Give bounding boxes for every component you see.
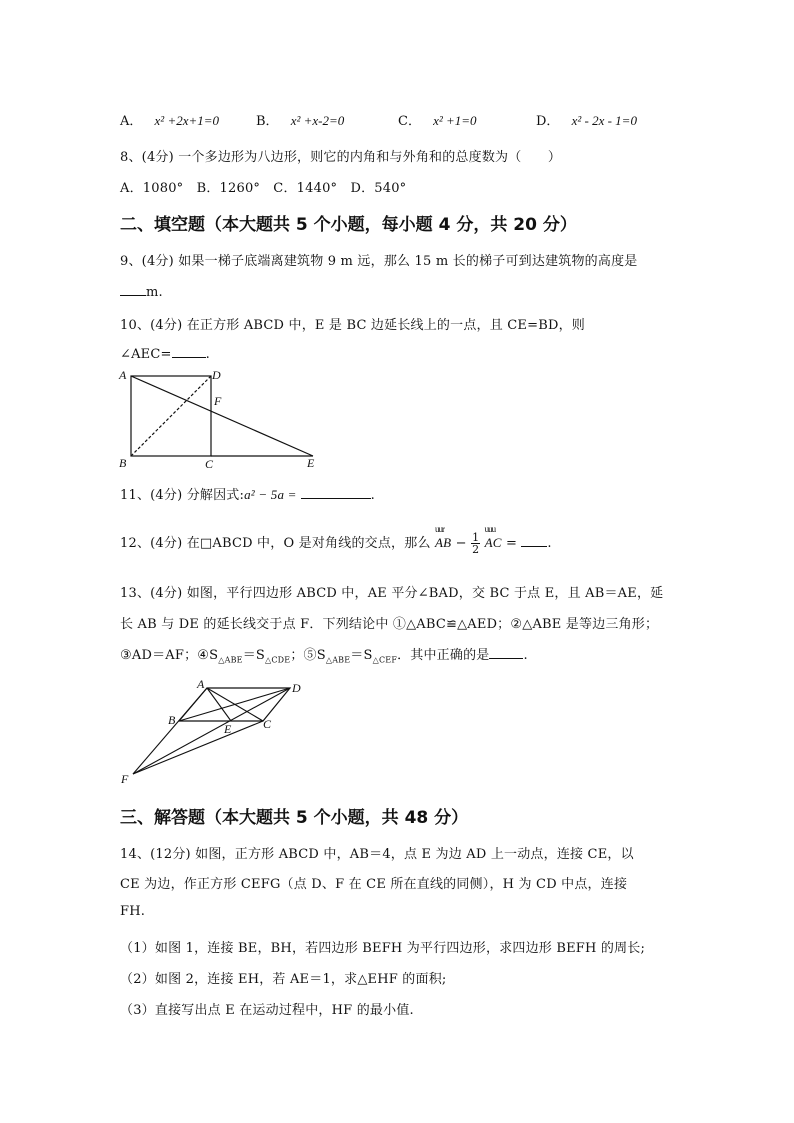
section-3-title: 三、解答题（本大题共 5 个小题，共 48 分）	[120, 808, 469, 828]
q10-label-f: F	[214, 394, 222, 408]
q9-answer-blank[interactable]	[120, 283, 146, 296]
q10-label-b: B	[119, 456, 127, 470]
q12-answer-blank[interactable]	[521, 534, 547, 547]
q13-answer-blank[interactable]	[489, 646, 523, 659]
q12-minus: −	[455, 536, 467, 551]
q10-line1: 10、(4分) 在正方形 ABCD 中，E 是 BC 边延长线上的一点，且 CE=BD，则	[120, 318, 585, 333]
q14-line2: CE 为边，作正方形 CEFG（点 D、F 在 CE 所在直线的同侧），H 为 CD 中点，连接	[120, 877, 628, 892]
q10-period: .	[205, 347, 210, 362]
q12-vector-ab-arrow: uur	[435, 524, 444, 534]
q11-line	[120, 484, 375, 503]
q10-line-ae	[131, 376, 313, 456]
q12-fraction: $\frac{1}{2}$	[472, 531, 480, 556]
q13-line-ae	[207, 688, 231, 721]
q7-option-b-label: B．	[256, 114, 279, 129]
q14-part3: （3）直接写出点 E 在运动过程中，HF 的最小值.	[120, 1003, 414, 1018]
q11-period: .	[370, 488, 375, 503]
q7-option-d	[536, 110, 637, 129]
q10-diagonal-bd	[131, 376, 211, 456]
q9-unit: m.	[146, 285, 163, 300]
q10-label-d: D	[212, 368, 221, 382]
q13-figure	[115, 676, 315, 788]
q10-label-c: C	[205, 457, 214, 471]
q13-line2: 长 AB 与 DE 的延长线交于点 F．下列结论中 ①△ABC≌△AED；②△ABE 是等边三角形；	[120, 617, 659, 632]
q13-line1: 13、(4分) 如图，平行四边形 ABCD 中，AE 平分∠BAD，交 BC 于点 E，且 AB＝AE，延	[120, 586, 664, 601]
q13-label-f: F	[121, 772, 129, 786]
q9-line2	[120, 283, 163, 300]
q10-label-a: A	[119, 368, 127, 382]
q12-period: .	[547, 536, 552, 551]
q8-stem: 8、(4分) 一个多边形为八边形，则它的内角和与外角和的总度数为（ ）	[120, 150, 562, 165]
q13-line-cf	[133, 721, 263, 774]
q11-expression: a² − 5a =	[244, 487, 297, 502]
q11-prefix: 11、(4分) 分解因式:	[120, 488, 245, 503]
q10-label-e: E	[307, 456, 315, 470]
q7-option-d-expr: x² - 2x - 1=0	[571, 113, 637, 128]
q13-line-df	[133, 688, 290, 774]
q13-diagonal-bd	[179, 688, 290, 721]
q12-vector-ab: uur AB	[435, 524, 452, 550]
q10-line2	[120, 345, 210, 362]
q12-equals: =	[505, 536, 518, 551]
q13-line-af	[133, 688, 207, 774]
q13-label-a: A	[197, 677, 205, 691]
q12-vector-ac: uuu AC	[484, 524, 502, 550]
q9-line1: 9、(4分) 如果一梯子底端离建筑物 9 m 远，那么 15 m 长的梯子可到达建筑物的高度是	[120, 254, 638, 269]
section-2-title: 二、填空题（本大题共 5 个小题，每小题 4 分，共 20 分）	[120, 215, 577, 235]
q13-label-e: E	[224, 722, 232, 736]
q13-label-b: B	[168, 713, 176, 727]
q13-label-d: D	[292, 681, 301, 695]
q7-option-a-expr: x² +2x+1=0	[154, 113, 220, 128]
q13-label-c: C	[263, 717, 272, 731]
q14-line3: FH.	[120, 904, 146, 919]
q7-option-d-label: D．	[536, 114, 560, 129]
q8-options: A．1080° B．1260° C．1440° D．540°	[120, 181, 407, 196]
q12-vector-ac-arrow: uuu	[484, 524, 496, 534]
q10-figure	[115, 366, 330, 472]
q12-prefix: 12、(4分) 在□ABCD 中，O 是对角线的交点，那么	[120, 536, 431, 551]
q12-line	[120, 524, 552, 556]
q7-option-c-label: C．	[398, 114, 421, 129]
q7-option-b	[256, 110, 344, 129]
q7-option-a	[120, 110, 219, 129]
q7-option-a-label: A．	[120, 114, 143, 129]
q7-option-c	[398, 110, 477, 129]
q10-answer-blank[interactable]	[172, 345, 206, 358]
q14-part1: （1）如图 1，连接 BE，BH，若四边形 BEFH 为平行四边形，求四边形 BEFH 的周长;	[120, 941, 646, 956]
q7-option-c-expr: x² +1=0	[433, 113, 477, 128]
q14-line1: 14、(12分) 如图，正方形 ABCD 中，AB＝4，点 E 为边 AD 上一动点，连接 CE，以	[120, 847, 634, 862]
q7-option-b-expr: x² +x-2=0	[290, 113, 345, 128]
q14-part2: （2）如图 2，连接 EH，若 AE＝1，求△EHF 的面积;	[120, 972, 447, 987]
q10-angle-label: ∠AEC=	[120, 347, 172, 362]
q11-answer-blank[interactable]	[301, 486, 371, 499]
q13-line3: ③AD＝AF；$④S_{\triangle ABE}=S_{\triangle CDE}$；$⑤S_{\triangle ABE}=S_{\triangle CEF}$．其中正确的是 .	[120, 648, 528, 665]
